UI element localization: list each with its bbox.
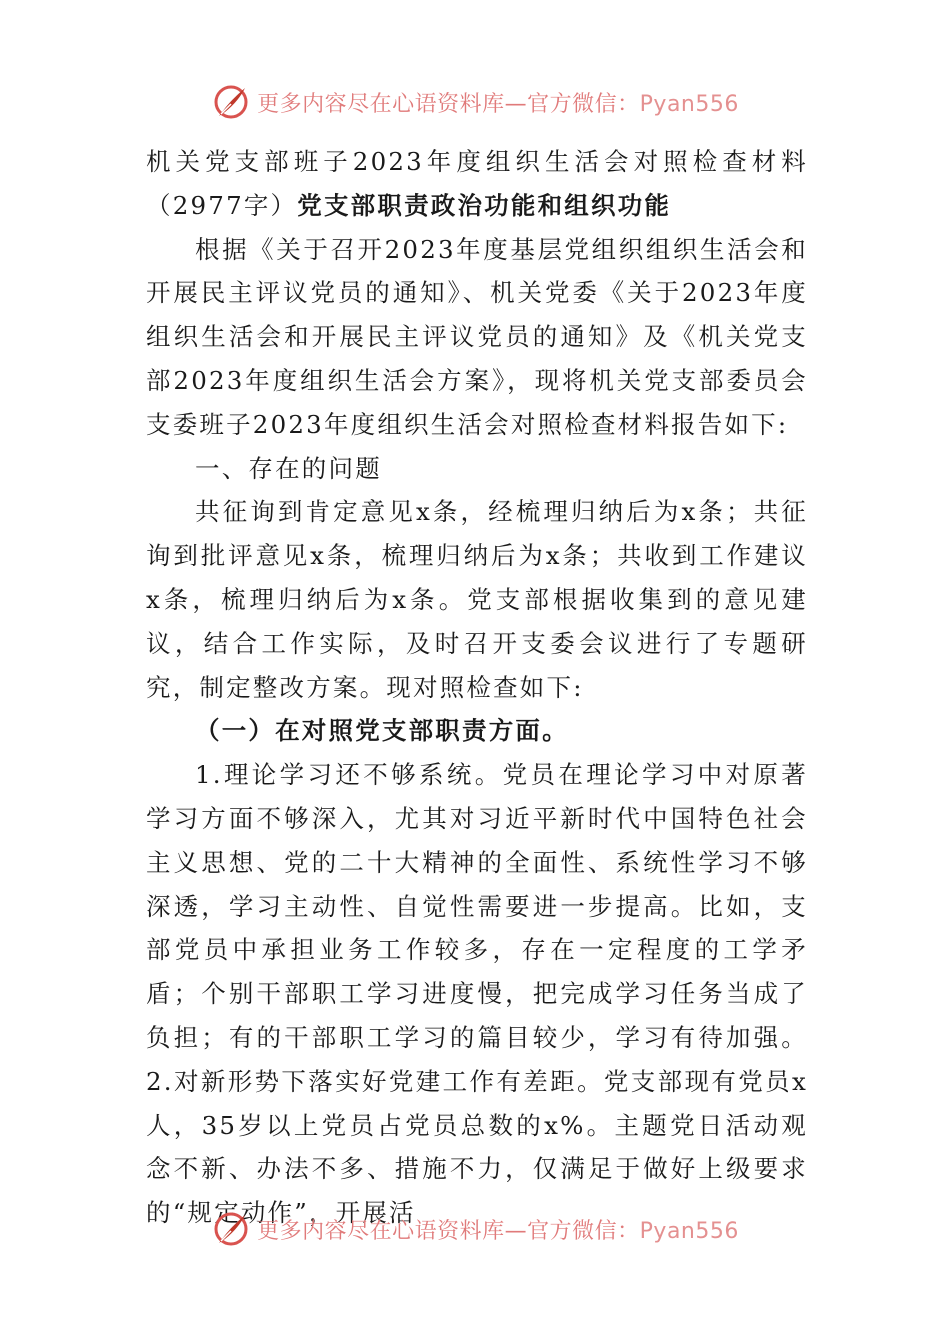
section-problems-paragraph: 共征询到肯定意见x条，经梳理归纳后为x条；共征询到批评意见x条，梳理归纳后为x条；共收到工作建议x条，梳理归纳后为x条。党支部根据收集到的意见建议，结合工作实际，及时召开支委会议进行了专题研究，制定整改方案。现对照检查如下: <box>146 497 808 702</box>
document-title-subtitle: 党支部职责政治功能和组织功能 <box>297 190 672 220</box>
document-title <box>146 140 808 228</box>
section-heading-problems: 一、存在的问题 <box>195 453 382 483</box>
watermark-wechat-id: Pyan556 <box>639 91 739 117</box>
watermark-wechat-label: 官方微信： <box>527 91 640 117</box>
document-body <box>146 140 808 1235</box>
quill-pen-logo-icon <box>211 1209 251 1249</box>
watermark-header <box>0 80 950 124</box>
quill-pen-logo-icon <box>211 82 251 122</box>
intro-paragraph: 根据《关于召开2023年度基层党组织组织生活会和开展民主评议党员的通知》、机关党委《关于2023年度组织生活会和开展民主评议党员的通知》及《机关党支部2023年度组织生活会方案》，现将机关党支部委员会支委班子2023年度组织生活会对照检查材料报告如下: <box>146 234 808 439</box>
document-title-main: 机关党支部班子2023年度组织生活会对照检查材料（2977字） <box>146 147 808 220</box>
watermark-wechat-id: Pyan556 <box>639 1218 739 1244</box>
watermark-main-text: 更多内容尽在心语资料库 <box>257 1218 505 1244</box>
watermark-dash: — <box>504 1218 528 1244</box>
watermark-main-text: 更多内容尽在心语资料库 <box>257 91 505 117</box>
watermark-text <box>257 1214 739 1245</box>
subsection-heading-duties: （一）在对照党支部职责方面。 <box>195 716 569 746</box>
watermark-wechat-label: 官方微信： <box>527 1218 640 1244</box>
subsection-duties-paragraph: 1.理论学习还不够系统。党员在理论学习中对原著学习方面不够深入，尤其对习近平新时代中国特色社会主义思想、党的二十大精神的全面性、系统性学习不够深透，学习主动性、自觉性需要进一步提高。比如，支部党员中承担业务工作较多，存在一定程度的工学矛盾；个别干部职工学习进度慢，把完成学习任务当成了负担；有的干部职工学习的篇目较少，学习有待加强。2.对新形势下落实好党建工作有差距。党支部现有党员x人，35岁以上党员占党员总数的x%。主题党日活动观念不新、办法不多、措施不力，仅满足于做好上级要求的“规定动作”，开展活 <box>146 760 808 1228</box>
watermark-text <box>257 87 739 118</box>
watermark-footer <box>0 1207 950 1251</box>
watermark-dash: — <box>504 91 528 117</box>
